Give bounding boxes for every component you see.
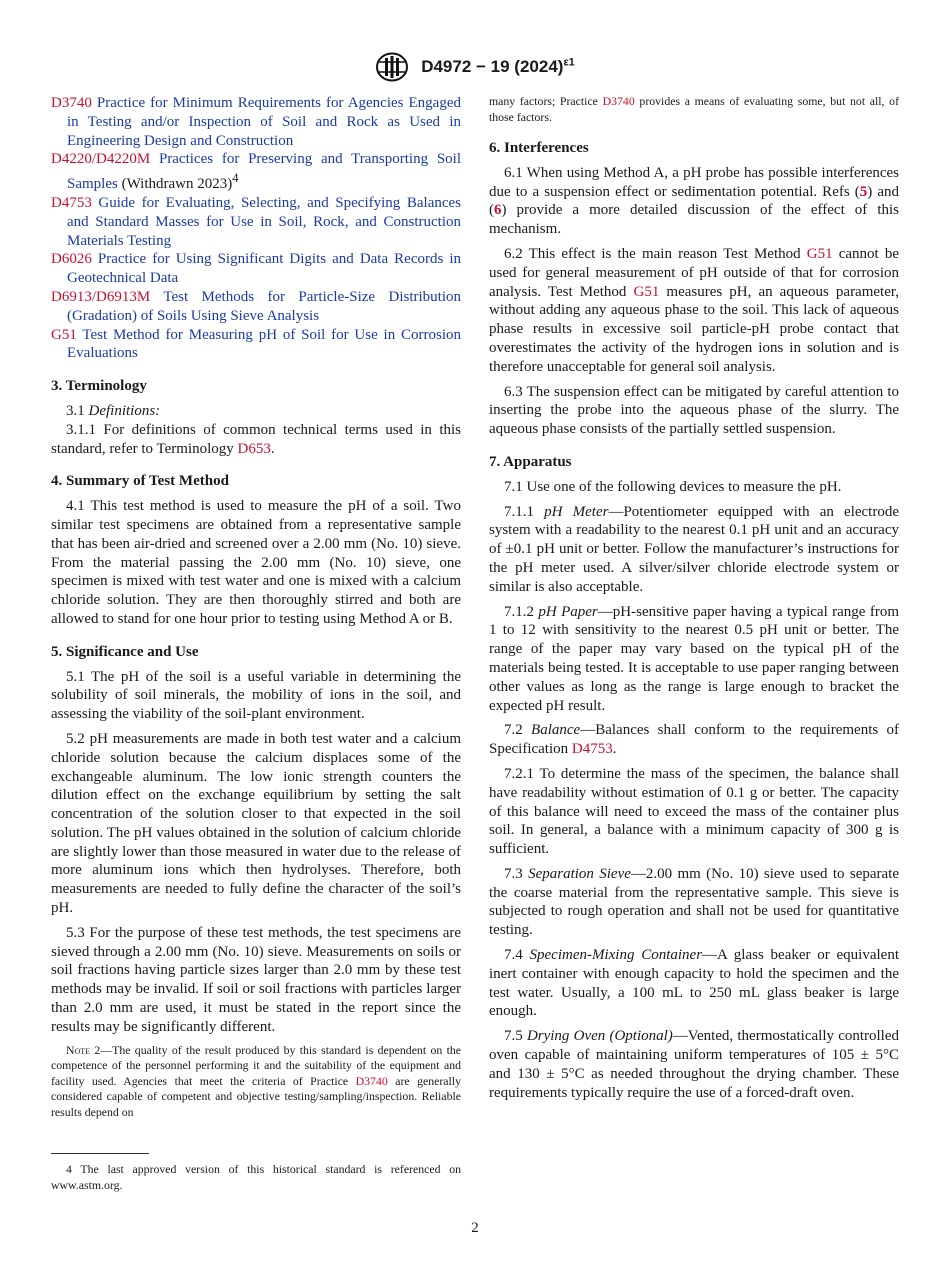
reference-item[interactable]: D6913/D6913M Test Methods for Particle-Size Distribution (Gradation) of Soils Using Sieve Analysis <box>51 288 461 324</box>
section-heading-apparatus: 7. Apparatus <box>489 453 572 470</box>
section-heading-terminology: 3. Terminology <box>51 378 147 395</box>
paragraph: 5.2 pH measurements are made in both test water and a calcium chloride solution because the calcium displaces some of the exchangeable aluminum. The low ionic strength counters the dilution effect on the exchange equilibrium by setting the salt concentration of the solution closer to that expected in the soil solution. The pH values obtained in the solution of calcium chloride are slightly lower than those measured in water due to the release of more aluminum ions which then hydrolyses. Therefore, both measurements are needed to fully define the character of the soil’s pH. <box>51 730 461 917</box>
ref-link-6[interactable]: 6 <box>494 202 502 219</box>
standard-designation: D4972 − 19 $(2024)^{\varepsilon 1}$ <box>421 56 575 77</box>
section-heading-significance: 5. Significance and Use <box>51 643 199 660</box>
section-heading-interferences: 6. Interferences <box>489 140 589 156</box>
footnote: 4 The last approved version of this historical standard is referenced on www.astm.org. <box>51 1162 461 1192</box>
footnote-divider <box>51 1153 149 1154</box>
note-2: Note 2—The quality of the result produced by this standard is dependent on the competence of the personnel performing it and the suitability of the equipment and facility used. Agencies that meet the criteria of Practice D3740 are generally considered capable of competent and objective testing/sampling/inspection. Reliable results depend on <box>51 1042 461 1119</box>
paragraph: 7.4 Specimen-Mixing Container—A glass beaker or equivalent inert container with enough capacity to hold the specimen and the test water. Usually, a 100 mL to 250 mL glass beaker is large enough. <box>489 947 899 1020</box>
link-d3740[interactable]: D3740 <box>602 94 635 108</box>
link-d3740[interactable]: D3740 <box>355 1073 388 1088</box>
link-d653[interactable]: D653 <box>237 440 271 457</box>
reference-item[interactable]: D3740 Practice for Minimum Requirements for Agencies Engaged in Testing and/or Inspection of Soil and Rock as Used in Engineering Design and Construction <box>51 95 461 149</box>
paragraph: 7.2.1 To determine the mass of the specimen, the balance shall have readability without estimation of 0.1 g or better. The capacity of this balance will need to exceed the mass of the container plus soil. In general, a balance with a minimum capacity of 300 g is sufficient. <box>489 765 899 858</box>
astm-logo-icon <box>375 52 409 82</box>
reference-item[interactable]: D4220/D4220M Practices for Preserving and Transporting Soil Samples (Withdrawn 2023)$^4$ <box>51 151 462 193</box>
paragraph: 4.1 This test method is used to measure the pH of a soil. Two similar test specimens are obtained from a representative sample that has been air-dried and screened over a 2.00 mm (No. 10) sieve. From the material passing the 2.00 mm (No. 10) sieve, one specimen is mixed with test water and one is mixed with a calcium chloride solution. They are then thoroughly stirred and both are allowed to stand for one hour prior to testing using Method A or B. <box>51 498 461 627</box>
paragraph: 7.1 Use one of the following devices to measure the pH. <box>504 478 842 495</box>
paragraph: 6.1 When using Method A, a pH probe has possible interferences due to a suspension effect or sedimentation potential. Refs (5) and (6) provide a more detailed discussion of the effect of this mechanism. <box>489 164 899 238</box>
paragraph: 7.2 Balance—Balances shall conform to the requirements of Specification D4753. <box>489 722 900 758</box>
paragraph: 5.3 For the purpose of these test methods, the test specimens are sieved through a 2.00 mm (No. 10) sieve. Measurements on soils or soil fractions having particle sizes larger than 2.0 mm by these test methods may be invalid. If soil or soil fractions with particles larger than 2.0 mm are used, it must be stated in the report since the results may be significantly different. <box>51 924 461 1035</box>
reference-item[interactable]: D4753 Guide for Evaluating, Selecting, and Specifying Balances and Standard Masses for Use in Soil, Rock, and Construction Materials Testing <box>51 194 462 249</box>
note-2-continued: many factors; Practice D3740 provides a means of evaluating some, but not all, of those factors. <box>489 94 900 124</box>
paragraph: 5.1 The pH of the soil is a useful variable in determining the solubility of soil minerals, the mobility of ions in the soil, and assessing the viability of the soil-plant environment. <box>51 668 461 723</box>
paragraph: 6.3 The suspension effect can be mitigated by careful attention to inserting the probe into the aqueous phase of the slurry. The aqueous phase consists of the partially settled suspension. <box>489 383 899 438</box>
section-heading-summary: 4. Summary of Test Method <box>51 473 229 490</box>
right-column <box>489 94 899 1108</box>
paragraph: 7.1.1 pH Meter—Potentiometer equipped with an electrode system with a readability to the nearest 0.1 pH unit and an accuracy of ±0.1 pH unit or better. Follow the manufacturer’s instructions for the pH meter used. A silver/silver chloride electrode system or similar is also acceptable. <box>489 503 900 595</box>
paragraph: 7.3 Separation Sieve—2.00 mm (No. 10) sieve used to separate the coarse material from the representative sample. This sieve is subjected to rough operation and shall not be used for quantitative testing. <box>489 865 899 939</box>
page-header <box>0 52 950 82</box>
paragraph: 6.2 This effect is the main reason Test Method G51 cannot be used for general measurement of pH outside of that for corrosion analysis. Test Method G51 measures pH, an aqueous parameter, without adding any aqueous phase to the soil. This lack of aqueous phase results in excessive soil particle-pH probe contact that overestimates the activity of the hydrogen ions in solution and is therefore unacceptable for general soil analysis. <box>489 245 900 375</box>
ref-link-5[interactable]: 5 <box>859 183 868 200</box>
reference-item[interactable]: D6026 Practice for Using Significant Digits and Data Records in Geotechnical Data <box>51 251 462 287</box>
paragraph: 7.5 Drying Oven (Optional)—Vented, thermostatically controlled oven capable of maintaining uniform temperatures of 105 ± 5°C and 130 ± 5°C as needed throughout the drying chamber. These requirements typically require the use of a forced-draft oven. <box>489 1028 900 1101</box>
paragraph: 3.1.1 For definitions of common technical terms used in this standard, refer to Terminology D653. <box>51 421 461 457</box>
link-g51[interactable]: G51 <box>633 283 660 300</box>
paragraph: 3.1 Definitions: <box>66 402 161 419</box>
page-number: 2 <box>471 1220 479 1236</box>
paragraph: 7.1.2 pH Paper—pH-sensitive paper having a typical range from 1 to 12 with sensitivity to the nearest 0.5 pH unit or better. The range of the paper may vary based on the typical pH of the materials being tested. It is acceptable to use paper ranging between other values as long as the range is large enough to bracket the expected pH result. <box>489 603 900 714</box>
left-column <box>51 94 461 1120</box>
link-g51[interactable]: G51 <box>806 245 833 262</box>
reference-item[interactable]: G51 Test Method for Measuring pH of Soil for Use in Corrosion Evaluations <box>51 326 462 362</box>
link-d4753[interactable]: D4753 <box>571 741 613 758</box>
